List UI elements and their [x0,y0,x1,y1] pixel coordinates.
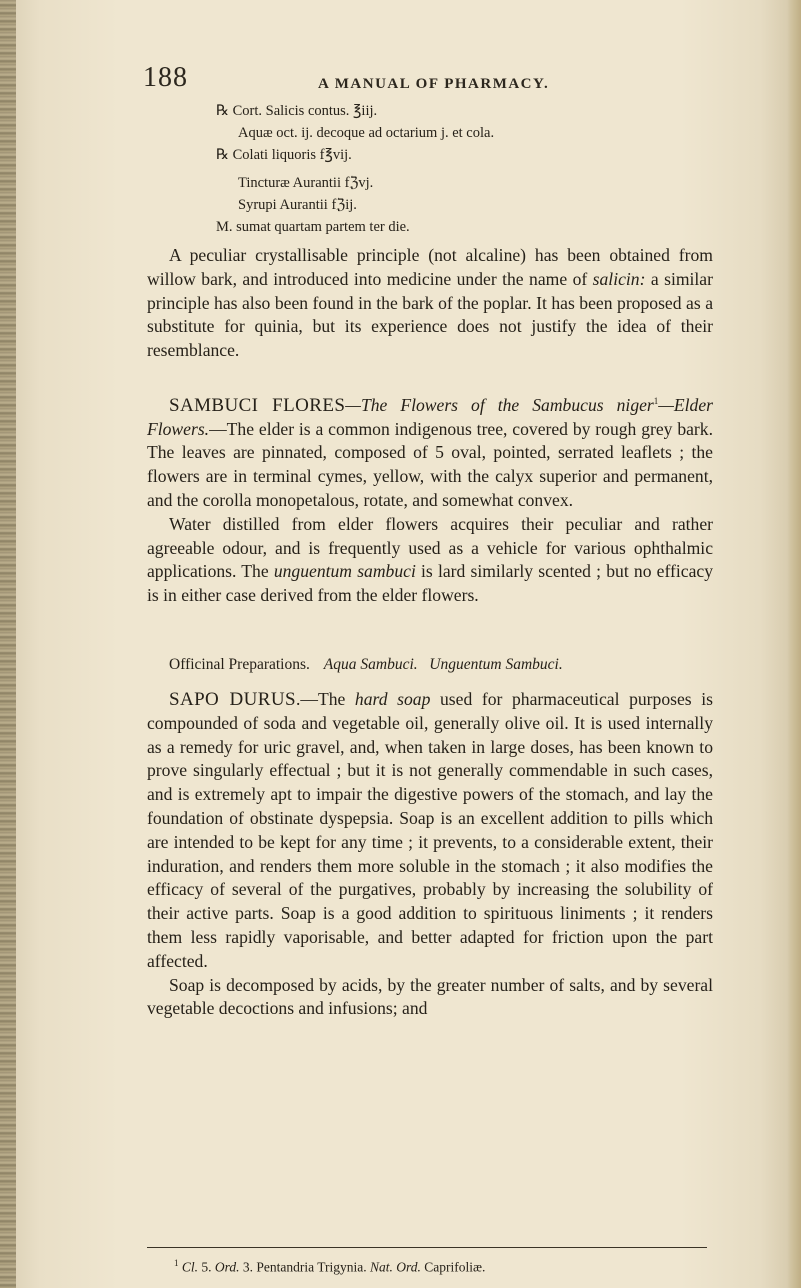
sambuci-section [147,390,713,608]
unguentum-term: unguentum sambuci [273,561,416,582]
footnote-natural-order-label: Nat. Ord. [370,1259,421,1275]
footnote-marker: 1 [653,396,659,406]
text-run: a similar principle has also been found in the bark of the poplar. It has been proposed as a substitute for quinia, but its experience does not justify the idea of their resemblance. [147,268,713,361]
recipe-line: Aquæ oct. ij. decoque ad octarium j. et cola. [238,125,495,141]
recipe-line: ℞ Colati liquoris f℥vij. [216,147,352,163]
recipe-line: Tincturæ Aurantii fℨvj. [238,175,374,191]
text-run: —The elder is a common indigenous tree, covered by rough grey bark. The leaves are pinnated, composed of 5 oval, pointed, serrated leaflets ; the flowers are in terminal cymes, yellow, with the calyx superior and permanent, and the corolla monopetalous, rotate, and somewhat convex. [147,418,713,511]
sambuci-heading: SAMBUCI FLORES [169,394,346,416]
hard-soap-term: hard soap [354,689,431,709]
footnote-mark: 1 [174,1258,179,1268]
officinal-label: Officinal Preparations. [169,656,310,673]
footnote-class-label: Cl. [181,1259,199,1275]
sambuci-subtitle: —Elder Flowers. [147,394,714,439]
sambuci-paragraph [147,390,713,513]
text-run: .—The [295,689,355,709]
footnote-order-label: Ord. [214,1259,240,1275]
text-run: A peculiar crystallisable principle (not alcaline) has been obtained from willow bark, and introduced into medicine under the name of [147,245,713,289]
sapo-paragraph-2: Soap is decomposed by acids, by the greater number of salts, and by several vegetable decoctions and infusions; and [147,974,713,1019]
sapo-heading: SAPO DURUS [169,689,296,710]
page-number: 188 [143,62,188,93]
text-run: 5. [198,1259,215,1275]
sambuci-title: —The Flowers of the Sambucus niger [345,394,654,415]
text-run: Water distilled from elder flowers acquires their peculiar and rather agreeable odour, and is frequently used as a vehicle for various ophthalmic applications. The [147,513,713,582]
sapo-section [147,688,713,1021]
recipe-block [216,100,736,238]
footnote-divider [147,1247,707,1248]
salicin-text [147,244,713,363]
page-binding-edge [0,0,16,1288]
footnote [174,1258,485,1276]
recipe-line: ℞ Cort. Salicis contus. ℥iij. [216,103,378,119]
sapo-paragraph [147,688,713,974]
recipe-line: Syrupi Aurantii fℨij. [238,197,357,213]
text-run: is lard similarly scented ; but no efficacy is in either case derived from the elder flowers. [147,561,713,606]
text-run: 3. Pentandria Trigynia. [239,1259,371,1275]
text-run: used for pharmaceutical purposes is compounded of soda and vegetable oil, generally olive oil. It is used internally as a remedy for uric gravel, and, when taken in large doses, has been known to prove singularly effectual ; but it is not generally commendable in such cases, and is extremely apt to impair the digestive powers of the stomach, and lay the foundation of obstinate dyspepsia. Soap is an excellent addition to pills which are intended to be kept for any time ; it prevents, to a considerable extent, their induration, and renders them more soluble in the stomach ; it also modifies the efficacy of several of the purgatives, probably by increasing the solubility of their active parts. Soap is a good addition to spirituous liniments ; it renders them less rapidly vaporisable, and better adapted for friction upon the part affected. [147,689,713,971]
salicin-paragraph [147,244,713,363]
salicin-term: salicin: [592,268,646,289]
recipe-line: M. sumat quartam partem ter die. [216,219,410,235]
page-right-edge [787,0,801,1288]
sambuci-paragraph-2 [147,513,713,608]
officinal-items: Aqua Sambuci. Unguentum Sambuci. [323,656,563,673]
running-title: A MANUAL OF PHARMACY. [318,76,550,92]
officinal-preparations [169,656,563,674]
text-run: Caprifoliæ. [420,1259,486,1275]
